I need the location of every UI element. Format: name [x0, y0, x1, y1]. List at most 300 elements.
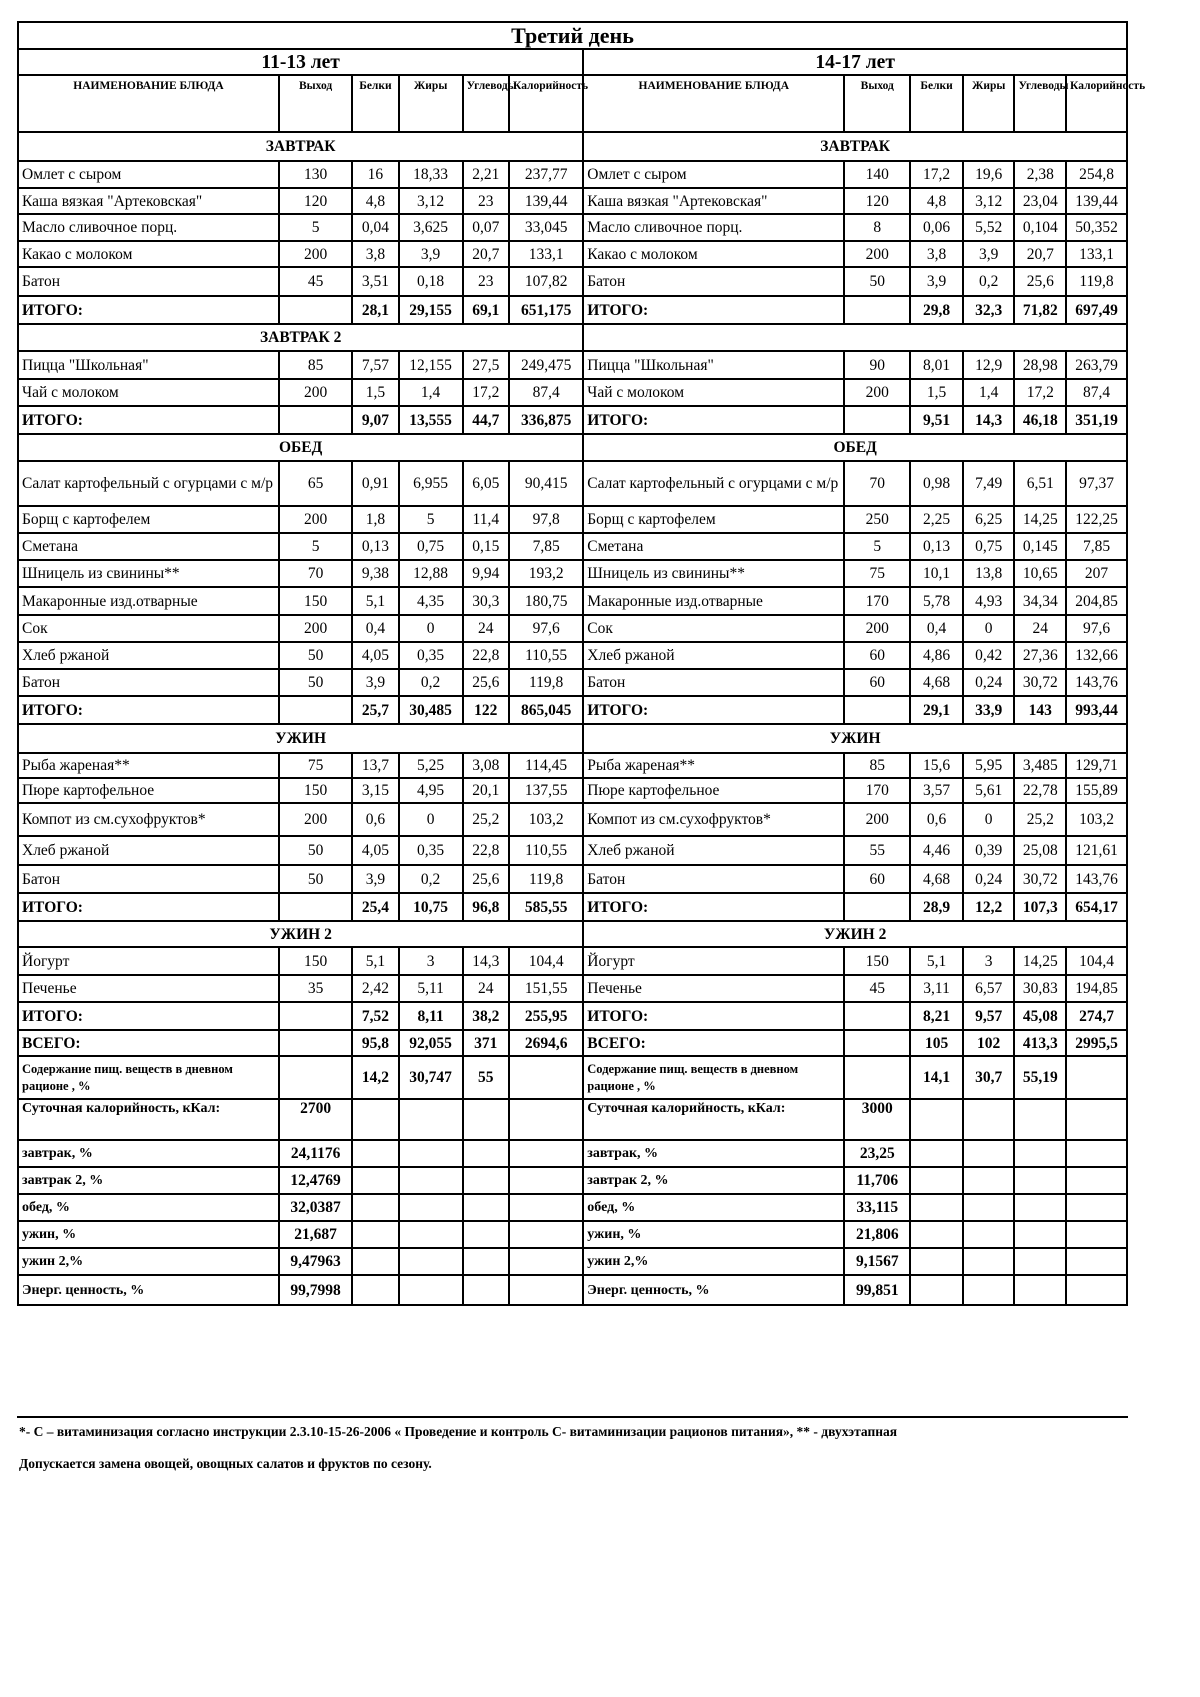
empty-cell [509, 1140, 583, 1167]
dish-carbs: 24 [463, 615, 509, 642]
dish-name: Какао с молоком [583, 241, 844, 267]
total-row-protein: 7,52 [352, 1002, 398, 1030]
share-value: 9,47963 [279, 1248, 352, 1275]
column-header-protein: Белки [910, 75, 963, 132]
dish-carbs: 6,51 [1014, 461, 1066, 506]
dish-carbs: 30,72 [1014, 669, 1066, 696]
total-row-yield [279, 696, 352, 724]
dish-carbs: 0,07 [463, 214, 509, 241]
total-row-protein: 25,4 [352, 893, 398, 921]
dish-kcal: 7,85 [509, 533, 583, 560]
dish-kcal: 90,415 [509, 461, 583, 506]
empty-cell [1014, 1099, 1066, 1140]
dish-fat: 0,24 [963, 865, 1015, 893]
column-header-kcal: Калорийность [1066, 75, 1127, 132]
dish-yield: 140 [844, 161, 910, 188]
dish-fat: 3,12 [963, 188, 1015, 214]
dish-protein: 9,38 [352, 560, 398, 587]
dish-protein: 1,5 [352, 379, 398, 406]
dish-yield: 120 [844, 188, 910, 214]
dish-carbs: 10,65 [1014, 560, 1066, 587]
dish-kcal: 33,045 [509, 214, 583, 241]
dish-fat: 4,93 [963, 587, 1015, 615]
meal-row [18, 803, 1127, 836]
dish-protein: 4,68 [910, 669, 963, 696]
dish-fat: 3,9 [963, 241, 1015, 267]
dish-protein: 0,4 [352, 615, 398, 642]
dish-fat: 3,625 [399, 214, 463, 241]
share-row [18, 1275, 1127, 1305]
dish-name: Рыба жареная** [18, 753, 279, 778]
dish-yield: 60 [844, 865, 910, 893]
empty-cell [399, 1248, 463, 1275]
dish-kcal: 50,352 [1066, 214, 1127, 241]
dish-kcal: 132,66 [1066, 642, 1127, 669]
empty-cell [1066, 1275, 1127, 1305]
dish-carbs: 20,7 [1014, 241, 1066, 267]
dish-fat: 13,8 [963, 560, 1015, 587]
dish-yield: 5 [279, 533, 352, 560]
dish-fat: 0,2 [399, 865, 463, 893]
meal-row [18, 865, 1127, 893]
dish-name: Пицца "Школьная" [18, 351, 279, 379]
meal-row [18, 642, 1127, 669]
dish-protein: 0,06 [910, 214, 963, 241]
dish-name: Сок [583, 615, 844, 642]
dish-kcal: 137,55 [509, 778, 583, 803]
dish-yield: 200 [279, 803, 352, 836]
dish-yield: 120 [279, 188, 352, 214]
dish-yield: 90 [844, 351, 910, 379]
column-header-yield: Выход [844, 75, 910, 132]
total-row-fat: 29,155 [399, 296, 463, 324]
section-title-zavtrak2: ЗАВТРАК 2 [18, 324, 583, 351]
footnote-seasonal-replacement: Допускается замена овощей, овощных салатов и фруктов по сезону. [19, 1456, 432, 1471]
total-row [18, 1002, 1127, 1030]
daily-calories-label: Суточная калорийность, кКал: [583, 1099, 844, 1140]
total-row-kcal: 351,19 [1066, 406, 1127, 434]
dish-yield: 50 [844, 267, 910, 296]
dish-kcal: 97,6 [1066, 615, 1127, 642]
dish-kcal: 204,85 [1066, 587, 1127, 615]
empty-cell [463, 1221, 509, 1248]
share-value: 9,1567 [844, 1248, 910, 1275]
dish-protein: 2,42 [352, 975, 398, 1002]
empty-cell [910, 1099, 963, 1140]
daily-calories-row [18, 1099, 1127, 1140]
dish-carbs: 11,4 [463, 506, 509, 533]
dish-fat: 0,2 [963, 267, 1015, 296]
share-row [18, 1221, 1127, 1248]
dish-yield: 200 [844, 379, 910, 406]
meal-row [18, 241, 1127, 267]
total-row-fat: 9,57 [963, 1002, 1015, 1030]
dish-kcal: 193,2 [509, 560, 583, 587]
dish-protein: 3,15 [352, 778, 398, 803]
section-title-uzhin: УЖИН [18, 724, 583, 753]
total-row-name: ИТОГО: [18, 1002, 279, 1030]
dish-yield: 150 [279, 587, 352, 615]
title-row [18, 22, 1127, 49]
dish-protein: 1,5 [910, 379, 963, 406]
total-row-carbs: 44,7 [463, 406, 509, 434]
age-group-0: 11-13 лет [18, 49, 583, 75]
total-row-name: ИТОГО: [18, 893, 279, 921]
dish-yield: 45 [279, 267, 352, 296]
dish-yield: 70 [279, 560, 352, 587]
dish-yield: 35 [279, 975, 352, 1002]
dish-yield: 50 [279, 669, 352, 696]
dish-kcal: 133,1 [1066, 241, 1127, 267]
dish-carbs: 14,25 [1014, 506, 1066, 533]
grand-total-row [18, 1030, 1127, 1056]
meal-row [18, 669, 1127, 696]
total-row-kcal: 651,175 [509, 296, 583, 324]
dish-fat: 0,35 [399, 642, 463, 669]
empty-cell [910, 1248, 963, 1275]
dish-fat: 0 [963, 803, 1015, 836]
dish-yield: 170 [844, 587, 910, 615]
section-row-zavtrak [18, 132, 1127, 161]
dish-carbs: 3,485 [1014, 753, 1066, 778]
dish-fat: 6,25 [963, 506, 1015, 533]
total-row-carbs: 46,18 [1014, 406, 1066, 434]
meal-row [18, 267, 1127, 296]
dish-protein: 8,01 [910, 351, 963, 379]
dish-kcal: 121,61 [1066, 836, 1127, 865]
total-row-kcal: 865,045 [509, 696, 583, 724]
section-row-uzhin [18, 724, 1127, 753]
empty-cell [1014, 1167, 1066, 1194]
empty-cell [1014, 1275, 1066, 1305]
total-row-protein: 8,21 [910, 1002, 963, 1030]
dish-carbs: 28,98 [1014, 351, 1066, 379]
share-value: 24,1176 [279, 1140, 352, 1167]
empty-cell [1014, 1140, 1066, 1167]
dish-carbs: 25,6 [463, 669, 509, 696]
dish-kcal: 254,8 [1066, 161, 1127, 188]
empty-cell [963, 1275, 1015, 1305]
total-row-fat: 14,3 [963, 406, 1015, 434]
dish-fat: 0 [399, 803, 463, 836]
age-group-1: 14-17 лет [583, 49, 1127, 75]
dish-kcal: 263,79 [1066, 351, 1127, 379]
dish-protein: 3,8 [910, 241, 963, 267]
dish-carbs: 14,3 [463, 947, 509, 975]
content-kcal [1066, 1056, 1127, 1099]
dish-yield: 250 [844, 506, 910, 533]
dish-name: Сметана [18, 533, 279, 560]
total-row-protein: 29,1 [910, 696, 963, 724]
empty-cell [1014, 1221, 1066, 1248]
share-label: Энерг. ценность, % [583, 1275, 844, 1305]
dish-name: Шницель из свинины** [18, 560, 279, 587]
empty-cell [509, 1275, 583, 1305]
dish-carbs: 25,6 [463, 865, 509, 893]
column-header-kcal: Калорийность [509, 75, 583, 132]
content-carbs: 55,19 [1014, 1056, 1066, 1099]
share-value: 21,806 [844, 1221, 910, 1248]
dish-kcal: 119,8 [1066, 267, 1127, 296]
dish-protein: 1,8 [352, 506, 398, 533]
empty-cell [910, 1140, 963, 1167]
total-row-fat: 30,485 [399, 696, 463, 724]
grand-total-row-yield [844, 1030, 910, 1056]
dish-yield: 85 [844, 753, 910, 778]
dish-kcal: 87,4 [1066, 379, 1127, 406]
dish-protein: 0,6 [910, 803, 963, 836]
empty-cell [963, 1248, 1015, 1275]
empty-cell [463, 1248, 509, 1275]
dish-carbs: 30,3 [463, 587, 509, 615]
dish-kcal: 155,89 [1066, 778, 1127, 803]
dish-kcal: 122,25 [1066, 506, 1127, 533]
content-carbs: 55 [463, 1056, 509, 1099]
grand-total-row-kcal: 2694,6 [509, 1030, 583, 1056]
dish-fat: 12,88 [399, 560, 463, 587]
dish-name: Каша вязкая "Артековская" [18, 188, 279, 214]
dish-yield: 60 [844, 669, 910, 696]
meal-row [18, 379, 1127, 406]
dish-protein: 0,4 [910, 615, 963, 642]
content-fat: 30,747 [399, 1056, 463, 1099]
dish-yield: 75 [279, 753, 352, 778]
dish-protein: 0,13 [352, 533, 398, 560]
dish-carbs: 25,2 [1014, 803, 1066, 836]
dish-name: Омлет с сыром [18, 161, 279, 188]
dish-carbs: 17,2 [1014, 379, 1066, 406]
dish-kcal: 103,2 [1066, 803, 1127, 836]
empty-cell [399, 1140, 463, 1167]
footnote-vitaminization: *- С – витаминизация согласно инструкции 2.3.10-15-26-2006 « Проведение и контроль С- витаминизации рационов питания», ** - двухэтапная [19, 1424, 898, 1439]
dish-carbs: 20,7 [463, 241, 509, 267]
share-value: 99,7998 [279, 1275, 352, 1305]
total-row-carbs: 107,3 [1014, 893, 1066, 921]
total-row-yield [844, 696, 910, 724]
dish-carbs: 25,2 [463, 803, 509, 836]
dish-yield: 200 [279, 615, 352, 642]
meal-row [18, 214, 1127, 241]
dish-protein: 5,1 [352, 587, 398, 615]
dish-name: Макаронные изд.отварные [18, 587, 279, 615]
meal-row [18, 753, 1127, 778]
share-row [18, 1140, 1127, 1167]
total-row-yield [844, 296, 910, 324]
dish-fat: 6,955 [399, 461, 463, 506]
dish-fat: 0,2 [399, 669, 463, 696]
empty-cell [1066, 1194, 1127, 1221]
dish-name: Пюре картофельное [18, 778, 279, 803]
dish-fat: 3,9 [399, 241, 463, 267]
section-title-zavtrak2 [583, 324, 1127, 351]
dish-name: Батон [583, 669, 844, 696]
content-fat: 30,7 [963, 1056, 1015, 1099]
dish-kcal: 207 [1066, 560, 1127, 587]
dish-fat: 0 [963, 615, 1015, 642]
dish-fat: 7,49 [963, 461, 1015, 506]
empty-cell [509, 1167, 583, 1194]
total-row-fat: 13,555 [399, 406, 463, 434]
meal-row [18, 778, 1127, 803]
dish-protein: 15,6 [910, 753, 963, 778]
empty-cell [463, 1194, 509, 1221]
empty-cell [910, 1194, 963, 1221]
empty-cell [509, 1248, 583, 1275]
total-row-fat: 32,3 [963, 296, 1015, 324]
dish-kcal: 104,4 [509, 947, 583, 975]
dish-name: Макаронные изд.отварные [583, 587, 844, 615]
grand-total-row-carbs: 371 [463, 1030, 509, 1056]
total-row-carbs: 38,2 [463, 1002, 509, 1030]
meal-row [18, 161, 1127, 188]
total-row-fat: 33,9 [963, 696, 1015, 724]
dish-kcal: 110,55 [509, 642, 583, 669]
empty-cell [963, 1140, 1015, 1167]
dish-protein: 0,13 [910, 533, 963, 560]
dish-fat: 5,25 [399, 753, 463, 778]
dish-protein: 0,98 [910, 461, 963, 506]
dish-fat: 0,39 [963, 836, 1015, 865]
share-label: ужин, % [18, 1221, 279, 1248]
total-row-protein: 9,51 [910, 406, 963, 434]
dish-fat: 4,95 [399, 778, 463, 803]
dish-yield: 50 [279, 865, 352, 893]
dish-kcal: 87,4 [509, 379, 583, 406]
meal-row [18, 506, 1127, 533]
age-row [18, 49, 1127, 75]
dish-name: Компот из см.сухофруктов* [18, 803, 279, 836]
dish-protein: 4,05 [352, 836, 398, 865]
dish-name: Какао с молоком [18, 241, 279, 267]
meal-row [18, 615, 1127, 642]
dish-name: Батон [583, 865, 844, 893]
dish-carbs: 27,36 [1014, 642, 1066, 669]
empty-cell [399, 1275, 463, 1305]
dish-carbs: 0,145 [1014, 533, 1066, 560]
dish-fat: 19,6 [963, 161, 1015, 188]
dish-yield: 150 [844, 947, 910, 975]
total-row-name: ИТОГО: [583, 893, 844, 921]
grand-total-row-fat: 102 [963, 1030, 1015, 1056]
dish-fat: 12,155 [399, 351, 463, 379]
dish-carbs: 25,6 [1014, 267, 1066, 296]
dish-fat: 0,24 [963, 669, 1015, 696]
empty-cell [399, 1194, 463, 1221]
dish-yield: 45 [844, 975, 910, 1002]
dish-name: Масло сливочное порц. [18, 214, 279, 241]
dish-yield: 150 [279, 778, 352, 803]
dish-protein: 7,57 [352, 351, 398, 379]
total-row [18, 406, 1127, 434]
dish-name: Борщ с картофелем [18, 506, 279, 533]
empty-cell [1066, 1140, 1127, 1167]
column-header-fat: Жиры [963, 75, 1015, 132]
dish-carbs: 24 [463, 975, 509, 1002]
column-header-carbs: Углеводы [463, 75, 509, 132]
dish-protein: 5,1 [910, 947, 963, 975]
empty-cell [910, 1275, 963, 1305]
dish-name: Чай с молоком [18, 379, 279, 406]
dish-protein: 5,78 [910, 587, 963, 615]
dish-name: Салат картофельный с огурцами с м/р [583, 461, 844, 506]
section-row-zavtrak2 [18, 324, 1127, 351]
dish-carbs: 24 [1014, 615, 1066, 642]
empty-cell [910, 1167, 963, 1194]
dish-yield: 55 [844, 836, 910, 865]
dish-kcal: 143,76 [1066, 669, 1127, 696]
dish-name: Хлеб ржаной [18, 642, 279, 669]
dish-fat: 3,12 [399, 188, 463, 214]
section-row-obed [18, 434, 1127, 461]
dish-protein: 3,51 [352, 267, 398, 296]
dish-carbs: 0,15 [463, 533, 509, 560]
dish-name: Борщ с картофелем [583, 506, 844, 533]
page-title: Третий день [18, 22, 1127, 49]
meal-row [18, 836, 1127, 865]
share-label: обед, % [583, 1194, 844, 1221]
empty-cell [399, 1167, 463, 1194]
dish-yield: 50 [279, 836, 352, 865]
share-label: завтрак 2, % [18, 1167, 279, 1194]
dish-carbs: 14,25 [1014, 947, 1066, 975]
empty-cell [1014, 1194, 1066, 1221]
total-row-fat: 12,2 [963, 893, 1015, 921]
dish-carbs: 30,72 [1014, 865, 1066, 893]
share-row [18, 1167, 1127, 1194]
dish-fat: 18,33 [399, 161, 463, 188]
dish-kcal: 119,8 [509, 865, 583, 893]
section-title-uzhin: УЖИН [583, 724, 1127, 753]
total-row-protein: 28,1 [352, 296, 398, 324]
dish-yield: 65 [279, 461, 352, 506]
dish-carbs: 23,04 [1014, 188, 1066, 214]
dish-kcal: 143,76 [1066, 865, 1127, 893]
dish-yield: 75 [844, 560, 910, 587]
section-title-zavtrak: ЗАВТРАК [18, 132, 583, 161]
dish-kcal: 133,1 [509, 241, 583, 267]
dish-carbs: 3,08 [463, 753, 509, 778]
dish-kcal: 97,6 [509, 615, 583, 642]
dish-name: Сметана [583, 533, 844, 560]
dish-protein: 5,1 [352, 947, 398, 975]
dish-name: Рыба жареная** [583, 753, 844, 778]
content-name: Содержание пищ. веществ в дневном рационе , % [18, 1056, 279, 1099]
dish-name: Каша вязкая "Артековская" [583, 188, 844, 214]
dish-fat: 5,11 [399, 975, 463, 1002]
total-row-carbs: 122 [463, 696, 509, 724]
dish-name: Батон [583, 267, 844, 296]
empty-cell [910, 1221, 963, 1248]
dish-kcal: 97,8 [509, 506, 583, 533]
dish-kcal: 7,85 [1066, 533, 1127, 560]
meal-row [18, 587, 1127, 615]
dish-yield: 85 [279, 351, 352, 379]
empty-cell [463, 1099, 509, 1140]
grand-total-row-protein: 95,8 [352, 1030, 398, 1056]
empty-cell [963, 1221, 1015, 1248]
dish-yield: 50 [279, 642, 352, 669]
column-header-protein: Белки [352, 75, 398, 132]
dish-yield: 200 [844, 241, 910, 267]
dish-yield: 200 [279, 379, 352, 406]
dish-protein: 3,11 [910, 975, 963, 1002]
dish-name: Хлеб ржаной [583, 836, 844, 865]
meal-row [18, 533, 1127, 560]
empty-cell [352, 1140, 398, 1167]
total-row-kcal: 585,55 [509, 893, 583, 921]
dish-protein: 4,05 [352, 642, 398, 669]
total-row-yield [844, 893, 910, 921]
